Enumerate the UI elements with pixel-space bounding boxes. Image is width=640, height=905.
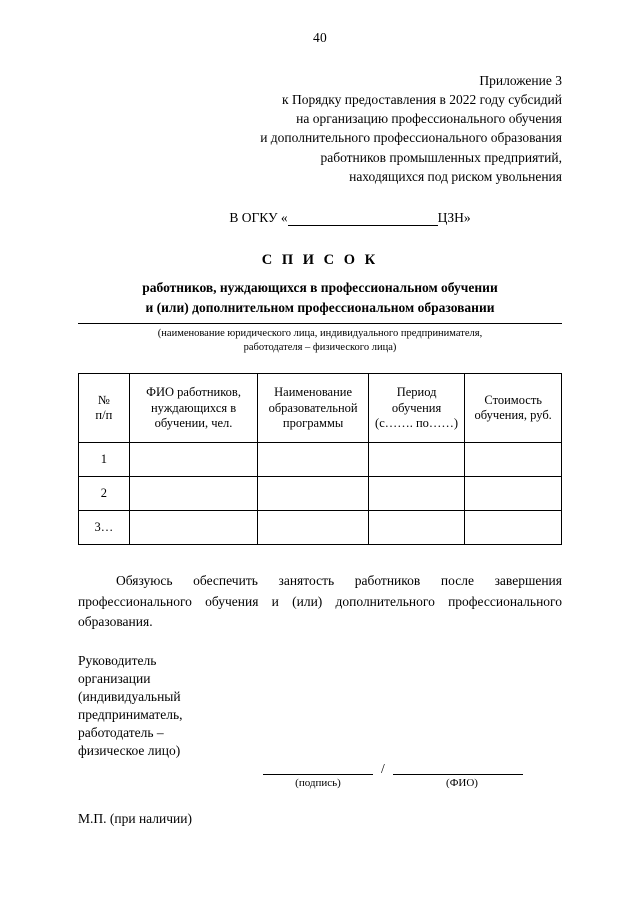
cell-row-number: 2 bbox=[79, 477, 130, 511]
column-header-number bbox=[79, 374, 130, 443]
appendix-line-1: Приложение 3 bbox=[479, 73, 562, 88]
cell-period[interactable] bbox=[368, 477, 465, 511]
signer-role-line-1: Руководитель bbox=[78, 653, 157, 669]
signer-role-line-3: (индивидуальный bbox=[78, 689, 181, 705]
table-row bbox=[79, 443, 562, 477]
cell-cost[interactable] bbox=[465, 477, 562, 511]
appendix-line-6: находящихся под риском увольнения bbox=[349, 168, 562, 184]
cell-row-number: 1 bbox=[79, 443, 130, 477]
cell-period[interactable] bbox=[368, 511, 465, 545]
appendix-line-5: работников промышленных предприятий, bbox=[320, 149, 562, 165]
page-number: 40 bbox=[313, 30, 327, 45]
signature-separator: / bbox=[381, 760, 385, 776]
addressee-blank-field[interactable] bbox=[288, 211, 438, 226]
signer-role-line-6: физическое лицо) bbox=[78, 742, 181, 758]
table-row bbox=[79, 477, 562, 511]
organization-caption-line-2: работодателя – физического лица) bbox=[243, 342, 397, 354]
cell-cost[interactable] bbox=[465, 511, 562, 545]
cell-program[interactable] bbox=[258, 511, 368, 545]
organization-name-caption bbox=[78, 327, 562, 355]
column-header-period bbox=[368, 374, 465, 443]
appendix-line-3: на организацию профессионального обучения bbox=[296, 111, 562, 127]
signature-caption: (подпись) bbox=[295, 777, 341, 790]
obligation-paragraph: Обязуюсь обеспечить занятость работников после завершения профессионального обучения и (или) дополнительного профессионального образования. bbox=[78, 573, 562, 629]
page-subtitle-line-1: работников, нуждающихся в профессиональном обучении bbox=[142, 279, 498, 295]
appendix-line-2: к Порядку предоставления в 2022 году субсидий bbox=[282, 92, 562, 108]
column-header-number-line-1: № bbox=[97, 392, 110, 407]
organization-name-rule[interactable] bbox=[78, 321, 562, 324]
cell-row-number: 3… bbox=[79, 511, 130, 545]
column-header-fio-line-1: ФИО работников, bbox=[146, 384, 241, 399]
column-header-program-line-3: программы bbox=[282, 416, 344, 431]
addressee-prefix: В ОГКУ « bbox=[229, 209, 288, 225]
appendix-reference bbox=[78, 71, 562, 186]
column-header-program-line-2: образовательной bbox=[268, 400, 358, 415]
page-subtitle bbox=[78, 278, 562, 317]
column-header-cost-line-2: обучения, руб. bbox=[474, 408, 552, 423]
cell-period[interactable] bbox=[368, 443, 465, 477]
column-header-number-line-2: п/п bbox=[95, 408, 113, 423]
signature-blank-field[interactable] bbox=[263, 762, 373, 775]
page-subtitle-line-2: и (или) дополнительном профессиональном образовании bbox=[145, 299, 495, 315]
table-header-row bbox=[79, 374, 562, 443]
addressee-line bbox=[78, 210, 562, 226]
fio-caption: (ФИО) bbox=[446, 777, 478, 790]
cell-program[interactable] bbox=[258, 477, 368, 511]
column-header-period-line-1: Период bbox=[396, 384, 437, 399]
signature-captions bbox=[78, 777, 562, 789]
column-header-program bbox=[258, 374, 368, 443]
fio-blank-field[interactable] bbox=[393, 762, 523, 775]
workers-table bbox=[78, 373, 562, 545]
column-header-fio-line-2: нуждающихся в bbox=[150, 400, 237, 415]
appendix-line-4: и дополнительного профессионального образования bbox=[260, 130, 562, 146]
organization-caption-line-1: (наименование юридического лица, индивидуального предпринимателя, bbox=[157, 328, 483, 340]
column-header-cost-line-1: Стоимость bbox=[484, 392, 542, 407]
signer-role-line-4: предприниматель, bbox=[78, 707, 183, 723]
signer-role-line-2: организации bbox=[78, 671, 151, 687]
column-header-fio bbox=[129, 374, 258, 443]
column-header-period-line-3: (с……. по……) bbox=[375, 416, 459, 431]
cell-fio[interactable] bbox=[129, 443, 258, 477]
signer-role-line-5: работодатель – bbox=[78, 724, 164, 740]
cell-fio[interactable] bbox=[129, 477, 258, 511]
stamp-note: М.П. (при наличии) bbox=[78, 811, 192, 827]
table-row bbox=[79, 511, 562, 545]
cell-program[interactable] bbox=[258, 443, 368, 477]
signer-role-block bbox=[78, 652, 253, 760]
addressee-suffix: ЦЗН» bbox=[437, 209, 471, 225]
column-header-program-line-1: Наименование bbox=[274, 384, 353, 399]
page-title: С П И С О К bbox=[261, 251, 379, 268]
cell-fio[interactable] bbox=[129, 511, 258, 545]
cell-cost[interactable] bbox=[465, 443, 562, 477]
column-header-cost bbox=[465, 374, 562, 443]
column-header-fio-line-3: обучении, чел. bbox=[154, 416, 233, 431]
column-header-period-line-2: обучения bbox=[391, 400, 442, 415]
signature-row bbox=[78, 762, 562, 776]
caption-gap bbox=[373, 777, 397, 789]
